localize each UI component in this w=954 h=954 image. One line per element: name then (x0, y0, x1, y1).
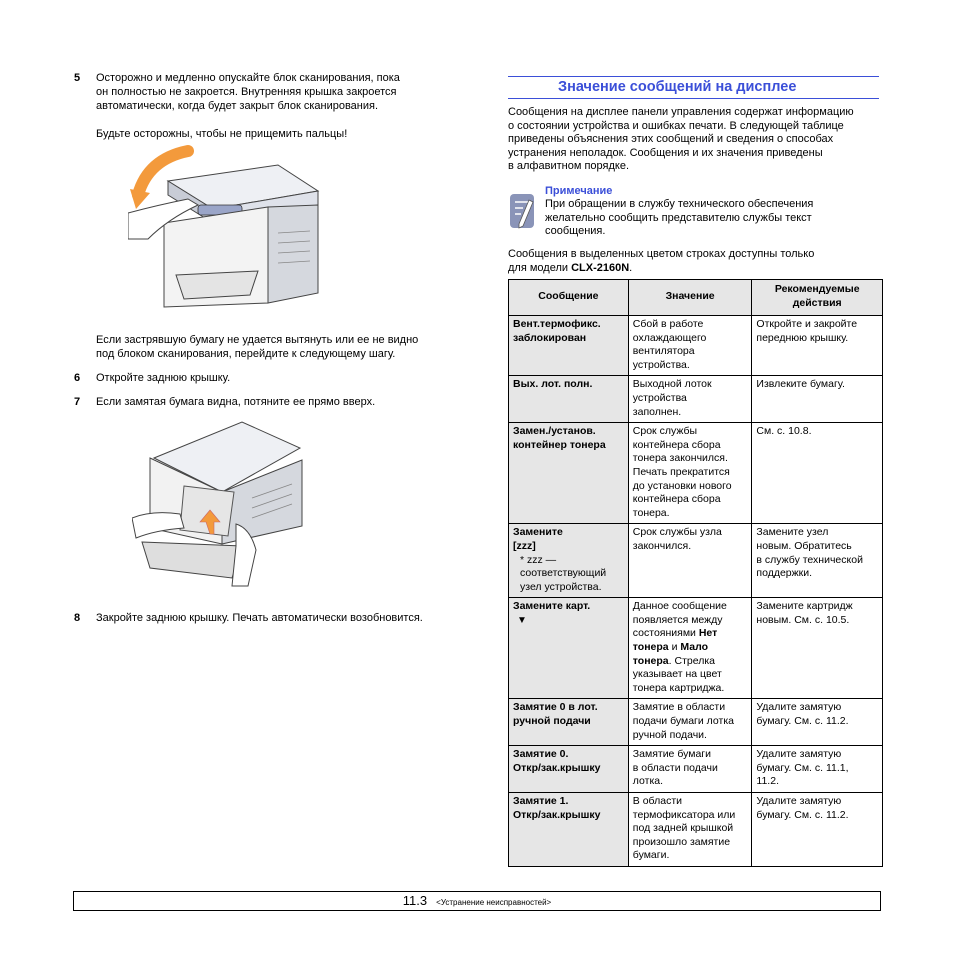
cell-message: Замените [zzz] * zzz — соответствующий узел устройства. (509, 524, 629, 598)
intro-paragraph (508, 106, 880, 174)
cell-message: Замените карт. ▼ (509, 598, 629, 699)
step-5-line: автоматически, когда будет закрыт блок сканирования. (96, 100, 379, 112)
note-text (545, 198, 875, 239)
cell-meaning: Замятие бумаги в области подачи лотка. (628, 746, 752, 793)
cell-meaning: Сбой в работе охлаждающего вентилятора устройства. (628, 316, 752, 376)
cell-message: Замятие 0. Откр/зак.крышку (509, 746, 629, 793)
after-image-text (96, 333, 456, 361)
note-line: желательно сообщить представителю службы текст (545, 211, 812, 224)
intro-line: устранения неполадок. Сообщения и их значения приведены (508, 146, 823, 159)
table-header-row (509, 280, 883, 316)
intro-line: приведены объяснения этих сообщений и сведения о способах (508, 133, 834, 146)
heading-rule-top (508, 76, 879, 77)
step-5-text (96, 71, 456, 113)
cell-meaning: В области термофиксатора или под задней крышкой произошло замятие бумаги. (628, 793, 752, 867)
step-6-text: Откройте заднюю крышку. (96, 372, 231, 384)
note-line: сообщения. (545, 225, 606, 238)
model-suffix: . (629, 261, 633, 274)
step-8-number: 8 (74, 612, 81, 624)
intro-line: Сообщения на дисплее панели управления содержат информацию (508, 106, 854, 118)
section-name: <Устранение неисправностей> (436, 898, 552, 907)
table-row (509, 524, 883, 598)
cell-message: Вых. лот. полн. (509, 376, 629, 423)
after-image-line: Если застрявшую бумагу не удается вытянуть или ее не видно (96, 334, 419, 346)
table-row (509, 598, 883, 699)
paper-tray (176, 271, 258, 299)
warning-text: Будьте осторожны, чтобы не прищемить пальцы! (96, 128, 348, 140)
model-note-line: Сообщения в выделенных цветом строках доступны только (508, 248, 815, 260)
step-5-line: он полностью не закроется. Внутренняя крышка закроется (96, 86, 397, 98)
table-row (509, 316, 883, 376)
note-icon (509, 192, 537, 232)
table-row (509, 423, 883, 524)
step-7-text: Если замятая бумага видна, потяните ее прямо вверх. (96, 396, 376, 408)
header-message: Сообщение (509, 280, 629, 316)
table-row (509, 746, 883, 793)
cell-message: Замятие 0 в лот. ручной подачи (509, 699, 629, 746)
heading-rule-bottom (508, 98, 879, 99)
cell-action: Удалите замятую бумагу. См. с. 11.2. (752, 699, 883, 746)
note-line: При обращении в службу технического обеспечения (545, 198, 814, 210)
model-note (508, 248, 880, 275)
printer-side (268, 205, 318, 303)
cell-message: Замятие 1. Откр/зак.крышку (509, 793, 629, 867)
table-row (509, 793, 883, 867)
footer-content (74, 893, 880, 908)
section-heading: Значение сообщений на дисплее (558, 79, 797, 95)
step-5-line: Осторожно и медленно опускайте блок сканирования, пока (96, 72, 400, 84)
down-arrow-icon: ▼ (517, 614, 527, 626)
printer-rear-jam-illustration (132, 418, 322, 590)
cell-action: Удалите замятую бумагу. См. с. 11.1, 11.2. (752, 746, 883, 793)
cell-action: Удалите замятую бумагу. См. с. 11.2. (752, 793, 883, 867)
model-name: CLX-2160N (571, 261, 630, 274)
cell-meaning: Срок службы контейнера сбора тонера закончился. Печать прекратится до установки нового контейнера сбора тонера. (628, 423, 752, 524)
printer-close-scanner-illustration (128, 143, 328, 315)
cell-meaning: Срок службы узла закончился. (628, 524, 752, 598)
header-actions: Рекомендуемые действия (752, 280, 883, 316)
page-number: 11.3 (402, 893, 428, 908)
table-row (509, 376, 883, 423)
header-meaning: Значение (628, 280, 752, 316)
jammed-paper (180, 486, 234, 536)
model-prefix: для модели (508, 261, 572, 274)
messages-table (508, 279, 883, 867)
cell-meaning: Замятие в области подачи бумаги лотка ручной подачи. (628, 699, 752, 746)
cell-meaning: Выходной лоток устройства заполнен. (628, 376, 752, 423)
step-5-number: 5 (74, 72, 81, 84)
step-7-number: 7 (74, 396, 81, 408)
step-6-number: 6 (74, 372, 81, 384)
cell-action: Откройте и закройте переднюю крышку. (752, 316, 883, 376)
cell-message: Вент.термофикс. заблокирован (509, 316, 629, 376)
cell-action: Замените картридж новым. См. с. 10.5. (752, 598, 883, 699)
model-note-line (508, 262, 880, 276)
cell-meaning: Данное сообщение появляется между состояниями Нет тонера и Мало тонера. Стрелка указывает на цвет тонера картриджа. (628, 598, 752, 699)
step-8-text: Закройте заднюю крышку. Печать автоматически возобновится. (96, 612, 423, 624)
after-image-line: под блоком сканирования, перейдите к следующему шагу. (96, 348, 396, 360)
intro-line: о состоянии устройства и ошибках печати. В следующей таблице (508, 119, 844, 132)
cell-action: Извлеките бумагу. (752, 376, 883, 423)
intro-line: в алфавитном порядке. (508, 160, 629, 173)
rear-cover-open (142, 542, 242, 578)
page-footer (73, 891, 881, 911)
cell-message: Замен./установ. контейнер тонера (509, 423, 629, 524)
orange-arrow-head (130, 189, 150, 209)
cell-action: См. с. 10.8. (752, 423, 883, 524)
note-title: Примечание (545, 185, 613, 197)
table-row (509, 699, 883, 746)
cell-action: Замените узел новым. Обратитесь в службу технической поддержки. (752, 524, 883, 598)
